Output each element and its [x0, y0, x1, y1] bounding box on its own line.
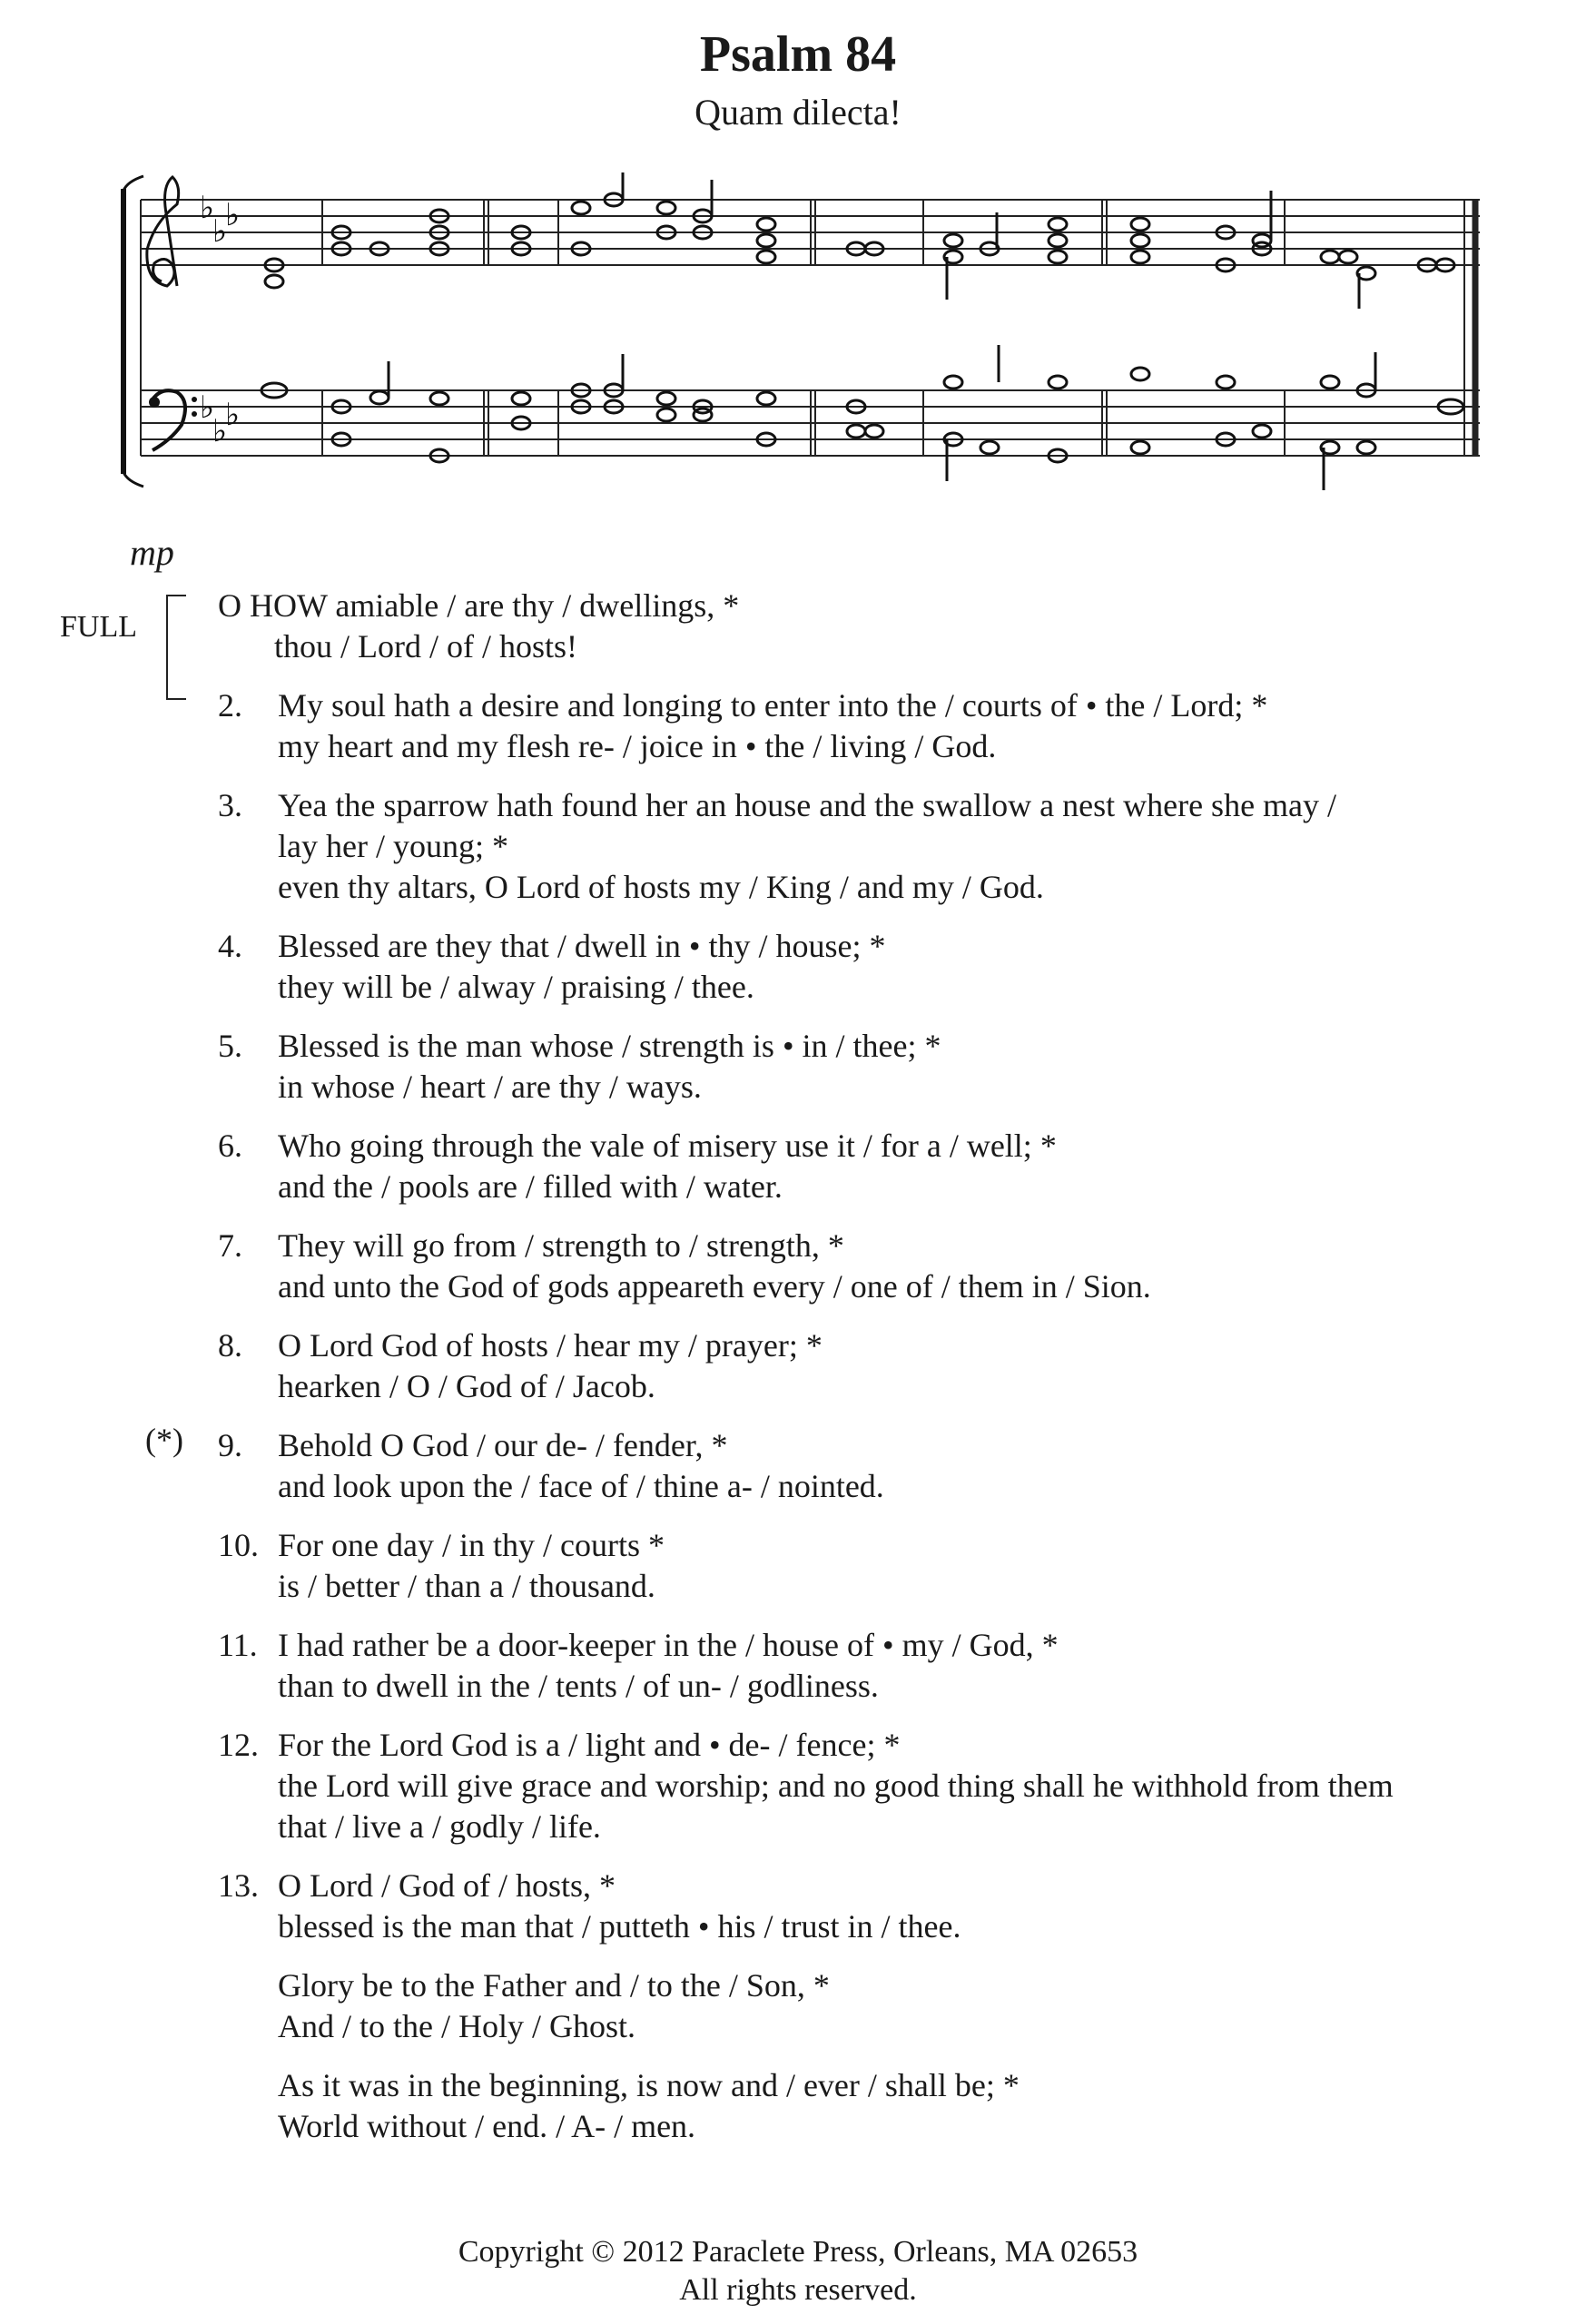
verse-line: I had rather be a door-keeper in the / house of • my / God, *	[278, 1627, 1059, 1663]
verse-line: is / better / than a / thousand.	[278, 1568, 655, 1604]
verse-line: For one day / in thy / courts *	[278, 1527, 665, 1563]
verse-number: 13.	[218, 1867, 259, 1904]
svg-text:♭: ♭	[200, 389, 215, 426]
verse-line: Yea the sparrow hath found her an house and the swallow a nest where she may /	[278, 787, 1337, 823]
verse-line: that / live a / godly / life.	[278, 1808, 601, 1845]
verse-line: than to dwell in the / tents / of un- / godliness.	[278, 1668, 879, 1704]
verse-number: 10.	[218, 1527, 259, 1563]
verse-number: 4.	[218, 928, 242, 964]
verse-text	[278, 1226, 1151, 1307]
verse-line: thou / Lord / of / hosts!	[274, 628, 577, 665]
verse-text	[278, 1425, 884, 1507]
verse-line: O Lord God of hosts / hear my / prayer; *	[278, 1327, 823, 1364]
verse-number: 12.	[218, 1727, 259, 1763]
verse-text	[278, 1866, 961, 1947]
full-label: FULL	[60, 610, 137, 644]
verse-line: My soul hath a desire and longing to enter into the / courts of • the / Lord; *	[278, 687, 1268, 724]
verse-number: 9.	[218, 1427, 242, 1463]
verse-text	[218, 586, 739, 667]
verse-text	[278, 1525, 665, 1607]
svg-text:♭: ♭	[212, 213, 228, 250]
verse-line: in whose / heart / are thy / ways.	[278, 1068, 702, 1105]
verse-number: 8.	[218, 1327, 242, 1364]
verse-text	[278, 1965, 830, 2047]
full-bracket	[166, 595, 186, 700]
verse-text	[278, 1026, 941, 1108]
verse-number: 7.	[218, 1227, 242, 1264]
music-score	[0, 172, 1596, 517]
verse-line: As it was in the beginning, is now and / ever / shall be; *	[278, 2067, 1020, 2103]
verse-line: And / to the / Holy / Ghost.	[278, 2008, 635, 2044]
treble-notes	[265, 172, 1454, 309]
verse-line: even thy altars, O Lord of hosts my / King / and my / God.	[278, 869, 1044, 905]
verse-line: Behold O God / our de- / fender, *	[278, 1427, 728, 1463]
verse-text	[278, 926, 885, 1008]
verse-line: they will be / alway / praising / thee.	[278, 969, 754, 1005]
verse-line: O HOW amiable / are thy / dwellings, *	[218, 587, 740, 624]
verse-line: Blessed is the man whose / strength is • in / thee; *	[278, 1028, 941, 1064]
verse-line: the Lord will give grace and worship; and no good thing shall he withhold from them	[278, 1768, 1394, 1804]
verse-line: O Lord / God of / hosts, *	[278, 1867, 616, 1904]
verse-mark: (*)	[145, 1422, 183, 1458]
copyright-line: Copyright © 2012 Paraclete Press, Orleans, MA 02653	[458, 2235, 1138, 2269]
verse-line: Blessed are they that / dwell in • thy / house; *	[278, 928, 886, 964]
verse-line: lay her / young; *	[278, 828, 508, 864]
verse-line: my heart and my flesh re- / joice in • the / living / God.	[278, 728, 997, 764]
verse-line: hearken / O / God of / Jacob.	[278, 1368, 655, 1404]
verse-text	[278, 785, 1336, 908]
verse-text	[278, 1325, 823, 1407]
verse-text	[278, 2065, 1020, 2147]
verse-line: and unto the God of gods appeareth every / one of / them in / Sion.	[278, 1268, 1151, 1305]
verse-line: Glory be to the Father and / to the / Son, *	[278, 1967, 830, 2004]
clefs-and-keys	[147, 177, 240, 450]
verse-line: World without / end. / A- / men.	[278, 2108, 696, 2144]
verse-number: 11.	[218, 1627, 258, 1663]
rights-line: All rights reserved.	[679, 2273, 917, 2307]
verse-line: For the Lord God is a / light and • de- / fence; *	[278, 1727, 901, 1763]
dynamic-marking: mp	[130, 532, 174, 573]
verse-line: They will go from / strength to / strength, *	[278, 1227, 844, 1264]
verse-number: 5.	[218, 1028, 242, 1064]
verse-number: 3.	[218, 787, 242, 823]
verse-number: 6.	[218, 1128, 242, 1164]
bass-notes	[261, 345, 1463, 490]
svg-text:♭: ♭	[225, 197, 241, 233]
svg-text:♭: ♭	[200, 190, 215, 226]
svg-text:♭: ♭	[225, 397, 241, 433]
verse-text	[278, 1126, 1057, 1207]
verse-number: 2.	[218, 687, 242, 724]
verse-text	[278, 685, 1267, 767]
verse-line: and look upon the / face of / thine a- / nointed.	[278, 1468, 884, 1504]
verse-text	[278, 1625, 1059, 1707]
page-title: Psalm 84	[699, 26, 897, 83]
verse-text	[278, 1725, 1394, 1847]
svg-text:♭: ♭	[212, 413, 228, 449]
verse-line: and the / pools are / filled with / water.	[278, 1168, 783, 1205]
verse-line: blessed is the man that / putteth • his / trust in / thee.	[278, 1908, 961, 1945]
verse-line: Who going through the vale of misery use it / for a / well; *	[278, 1128, 1057, 1164]
page-subtitle: Quam dilecta!	[695, 92, 901, 133]
